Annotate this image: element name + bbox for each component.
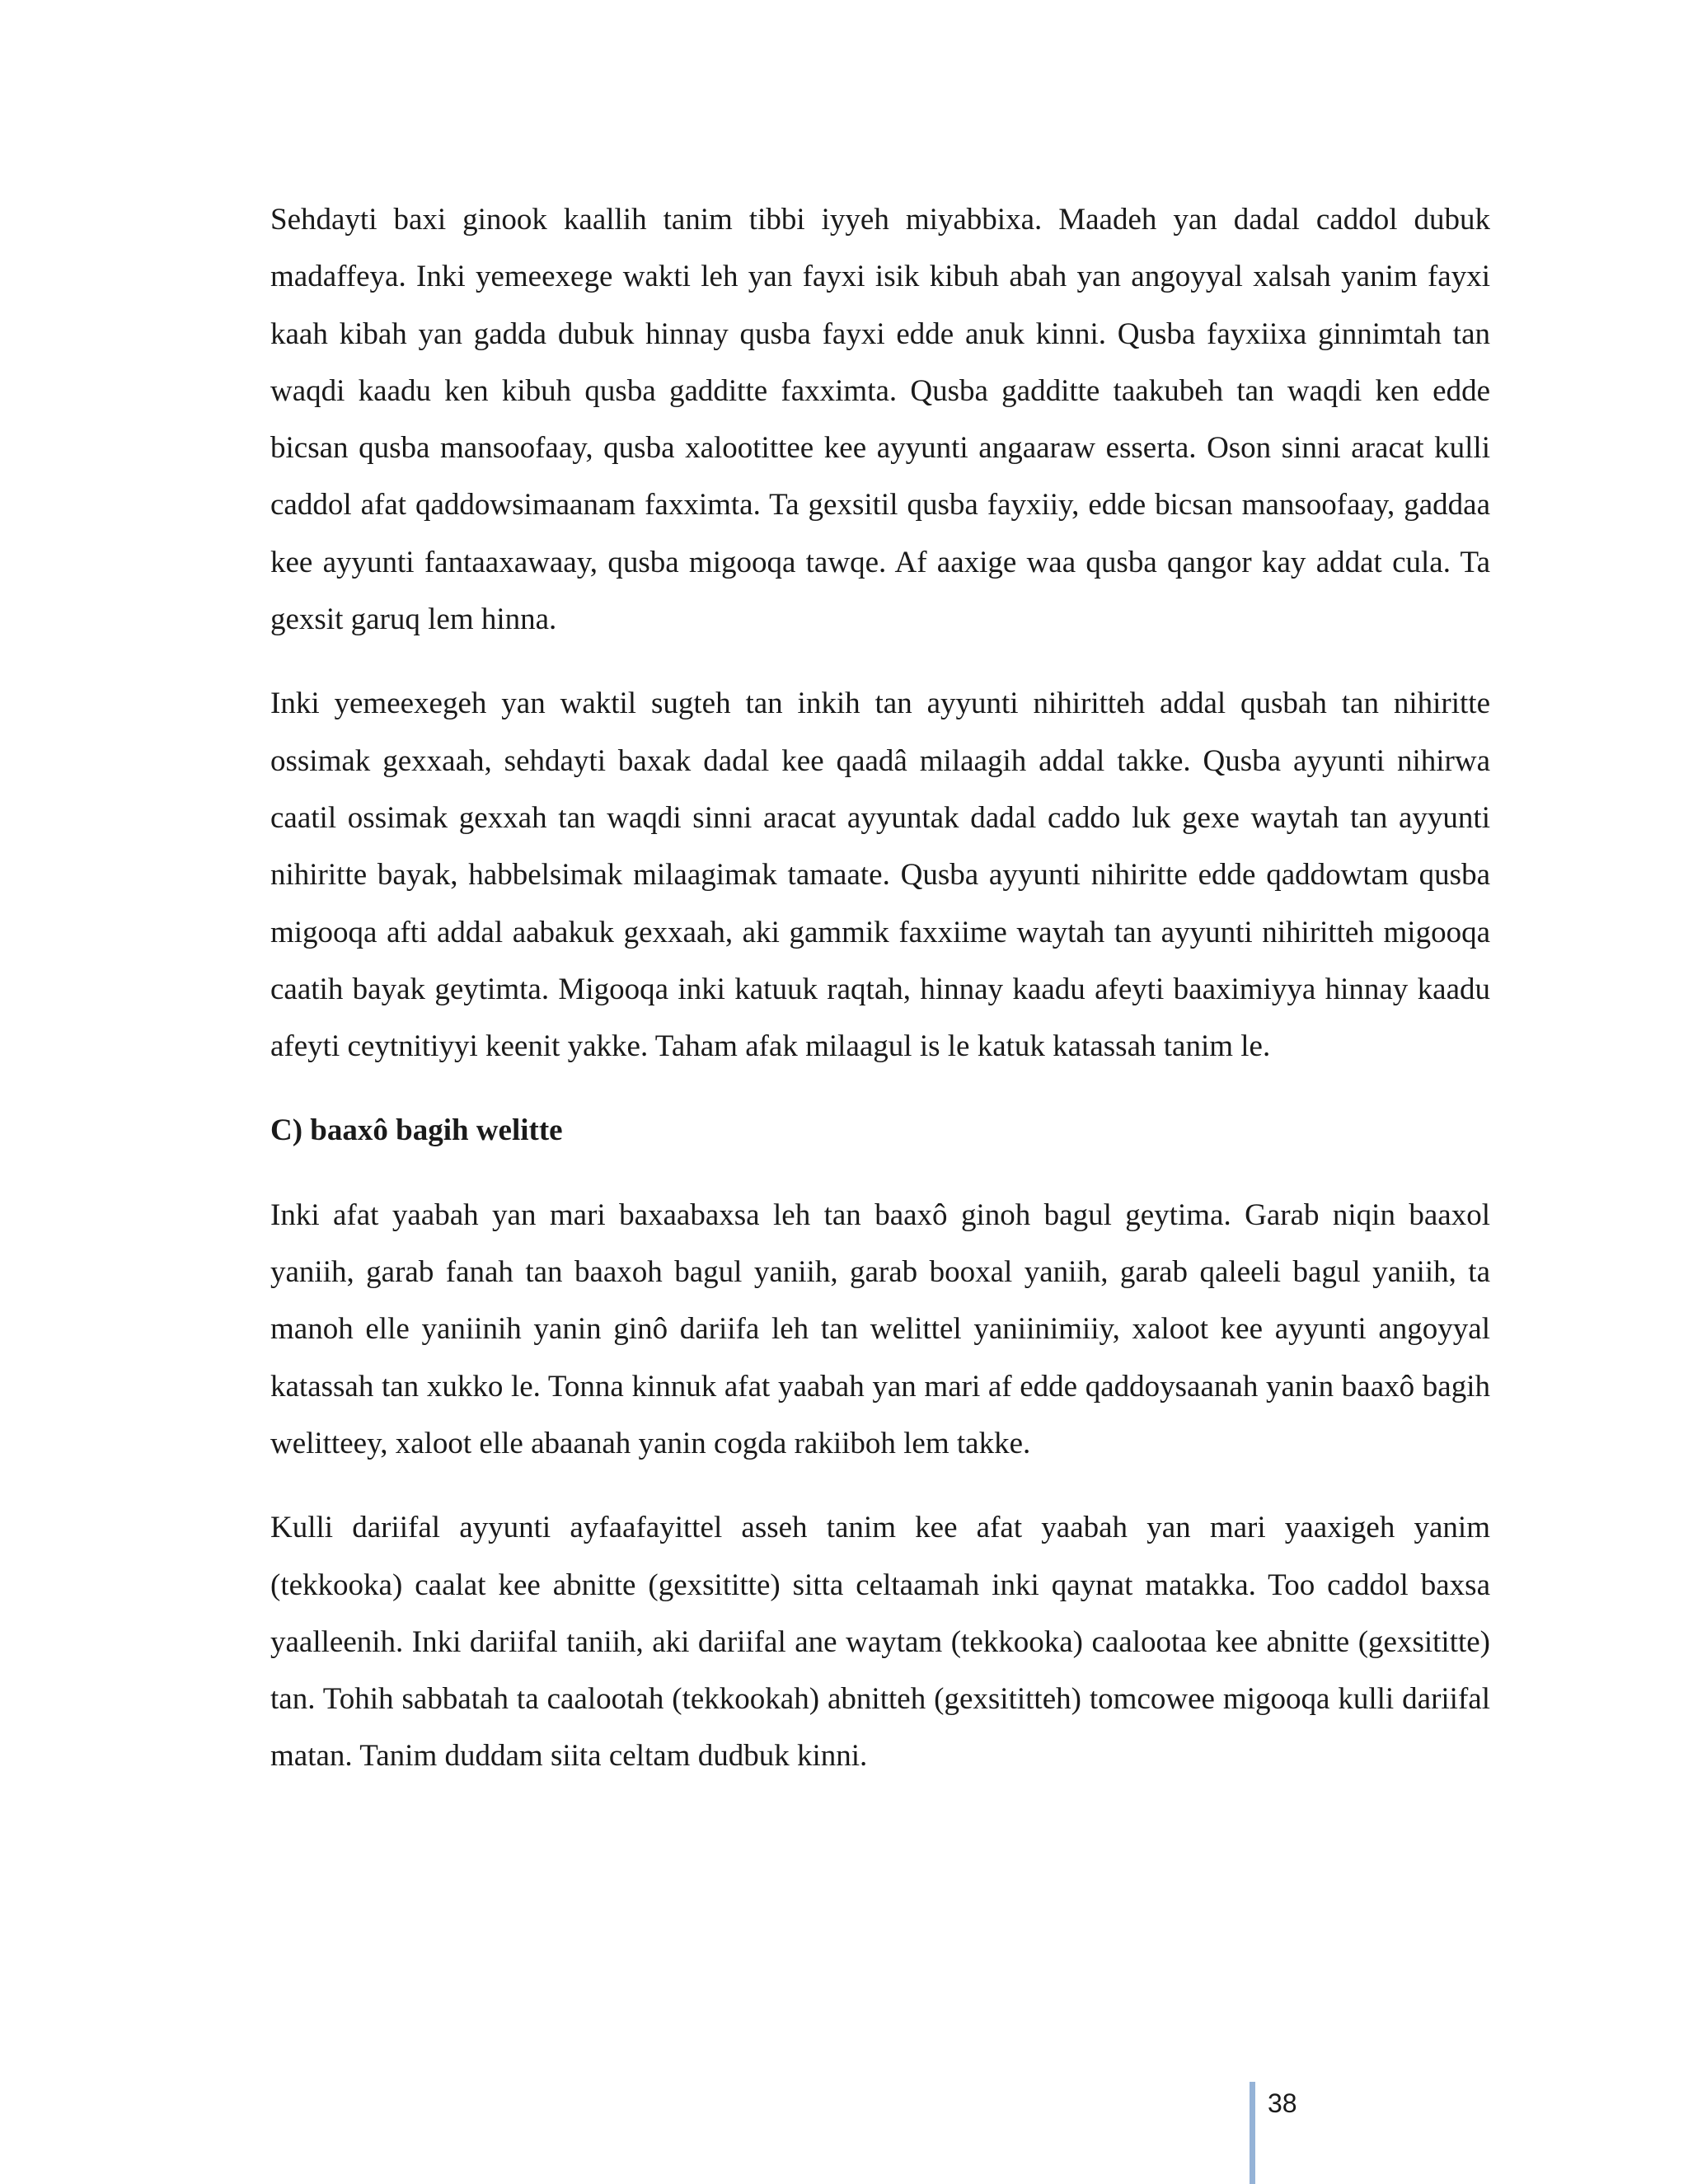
page-number: 38 — [1268, 2088, 1297, 2118]
section-paragraph-2: Kulli dariifal ayyunti ayfaafayittel asseh tanim kee afat yaabah yan mari yaaxigeh yanim (tekkooka) caalat kee abnitte (gexsititte) sitta celtaamah inki qaynat matakka. Too caddol baxsa yaalleenih. Inki dariifal taniih, aki dariifal ane waytam (tekkooka) caalootaa kee abnitte (gexsititte) tan. Tohih sabbatah ta caalootah (tekkookah) abnitteh (gexsititteh) tomcowee migooqa kulli dariifal matan. Tanim duddam siita celtam dudbuk kinni. — [270, 1511, 1490, 1774]
section-paragraph-1: Inki afat yaabah yan mari baxaabaxsa leh tan baaxô ginoh bagul geytima. Garab niqin baaxol yaniih, garab fanah tan baaxoh bagul yaniih, garab booxal yaniih, garab qaleeli bagul yaniih, ta manoh elle yaniinih yanin ginô dariifa leh tan welittel yaniinimiiy, xaloot kee ayyunti angoyyal katassah tan xukko le. Tonna kinnuk afat yaabah yan mari af edde qaddoysaanah yanin baaxô bagih welitteey, xaloot elle abaanah yanin cogda rakiiboh lem takke. — [270, 1197, 1490, 1460]
footer-vertical-rule — [1250, 2082, 1255, 2184]
body-paragraph-2: Inki yemeexegeh yan waktil sugteh tan inkih tan ayyunti nihiritteh addal qusbah tan nihiritte ossimak gexxaah, sehdayti baxak dadal kee qaadâ milaagih addal takke. Qusba ayyunti nihirwa caatil ossimak gexxah tan waqdi sinni aracat ayyuntak dadal caddo luk gexe waytah tan ayyunti nihiritte bayak, habbelsimak milaagimak tamaate. Qusba ayyunti nihiritte edde qaddowtam qusba migooqa afti addal aabakuk gexxaah, aki gammik faxxiime waytah tan ayyunti nihiritteh migooqa caatih bayak geytimta. Migooqa inki katuuk raqtah, hinnay kaadu afeyti baaximiyya hinnay kaadu afeyti ceytnitiyyi keenit yakke. Taham afak milaagul is le katuk katassah tanim le. — [270, 687, 1490, 1064]
page-footer — [1250, 2082, 1414, 2184]
body-paragraph-1: Sehdayti baxi ginook kaallih tanim tibbi iyyeh miyabbixa. Maadeh yan dadal caddol dubuk madaffeya. Inki yemeexege wakti leh yan fayxi isik kibuh abah yan angoyyal xalsah yanim fayxi kaah kibah yan gadda dubuk hinnay qusba fayxi edde anuk kinni. Qusba fayxiixa ginnimtah tan waqdi kaadu ken kibuh qusba gadditte faxximta. Qusba gadditte taakubeh tan waqdi ken edde bicsan qusba mansoofaay, qusba xalootittee kee ayyunti angaaraw esserta. Oson sinni aracat kulli caddol afat qaddowsimaanam faxximta. Ta gexsitil qusba fayxiiy, edde bicsan mansoofaay, gaddaa kee ayyunti fantaaxawaay, qusba migooqa tawqe. Af aaxige waa qusba qangor kay addat cula. Ta gexsit garuq lem hinna. — [270, 203, 1490, 637]
section-heading: C) baaxô bagih welitte — [270, 1113, 563, 1148]
page-content — [270, 191, 1490, 1785]
